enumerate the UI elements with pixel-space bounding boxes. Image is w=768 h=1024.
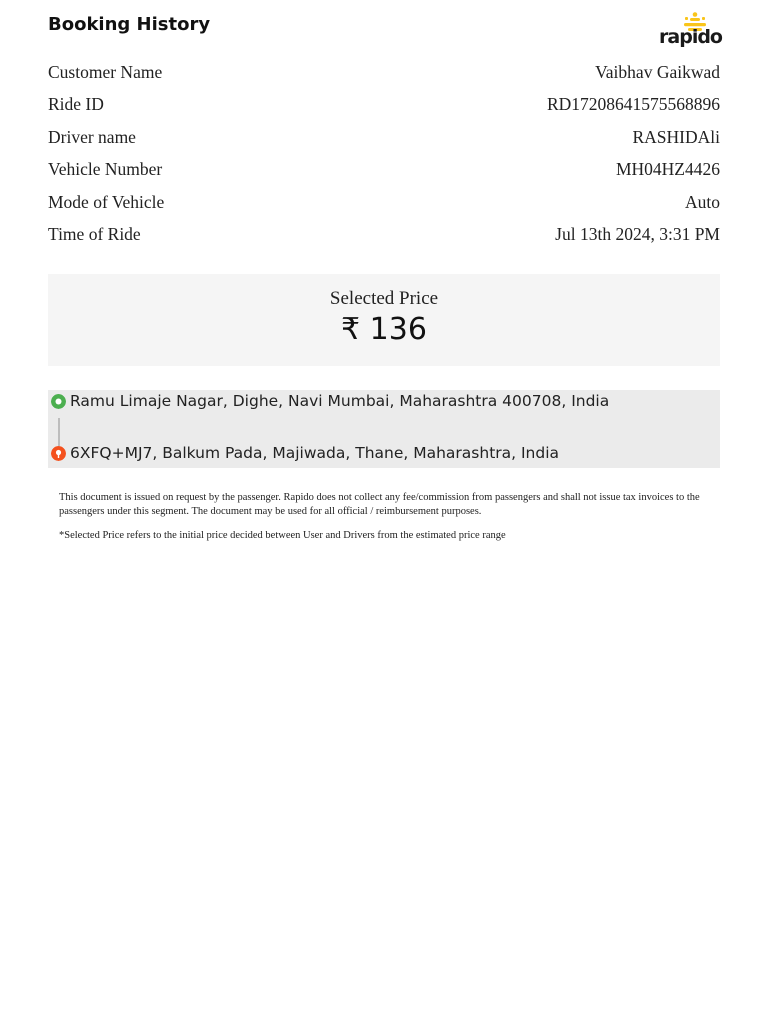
detail-value: RD17208641575568896 [546, 94, 720, 115]
rapido-logo-text: rapido [659, 26, 722, 48]
detail-label: Vehicle Number [48, 159, 163, 180]
footer-notes [48, 491, 720, 543]
detail-value: Auto [685, 191, 720, 212]
drop-location [51, 444, 559, 462]
detail-label: Customer Name [48, 61, 163, 82]
detail-label: Driver name [48, 126, 136, 147]
header [48, 0, 720, 56]
pickup-pin-icon [51, 394, 66, 409]
disclaimer-text: This document is issued on request by the passenger. Rapido does not collect any fee/commission from passengers and shall not issue tax invoices to the passengers under this segment. The document may be used for all official / reimbursement purposes. [59, 492, 700, 517]
route-panel [48, 390, 720, 468]
detail-row-vehicle-number [48, 154, 720, 187]
drop-pin-icon [51, 446, 66, 461]
drop-address: 6XFQ+MJ7, Balkum Pada, Majiwada, Thane, Maharashtra, India [70, 444, 560, 462]
detail-row-customer-name [48, 56, 720, 89]
detail-row-ride-id [48, 89, 720, 122]
detail-value: Jul 13th 2024, 3:31 PM [555, 224, 720, 245]
price-footnote: *Selected Price refers to the initial price decided between User and Drivers from the estimated price range [59, 530, 506, 541]
route-connector-line [58, 418, 60, 446]
ride-details [48, 56, 720, 251]
detail-label: Mode of Vehicle [48, 191, 165, 212]
page-title: Booking History [48, 14, 211, 35]
detail-label: Ride ID [48, 94, 104, 115]
price-value: ₹ 136 [341, 312, 427, 347]
price-label: Selected Price [329, 288, 439, 309]
booking-document [48, 0, 720, 543]
detail-row-driver-name [48, 121, 720, 154]
detail-row-time-of-ride [48, 219, 720, 252]
selected-price-panel [48, 274, 720, 366]
detail-value: Vaibhav Gaikwad [595, 61, 720, 82]
rapido-logo [658, 12, 722, 56]
detail-row-mode-of-vehicle [48, 186, 720, 219]
pickup-location [51, 392, 609, 410]
detail-label: Time of Ride [48, 224, 141, 245]
detail-value: MH04HZ4426 [615, 159, 720, 180]
pickup-address: Ramu Limaje Nagar, Dighe, Navi Mumbai, Maharashtra 400708, India [70, 392, 610, 410]
detail-value: RASHIDAli [632, 126, 720, 147]
